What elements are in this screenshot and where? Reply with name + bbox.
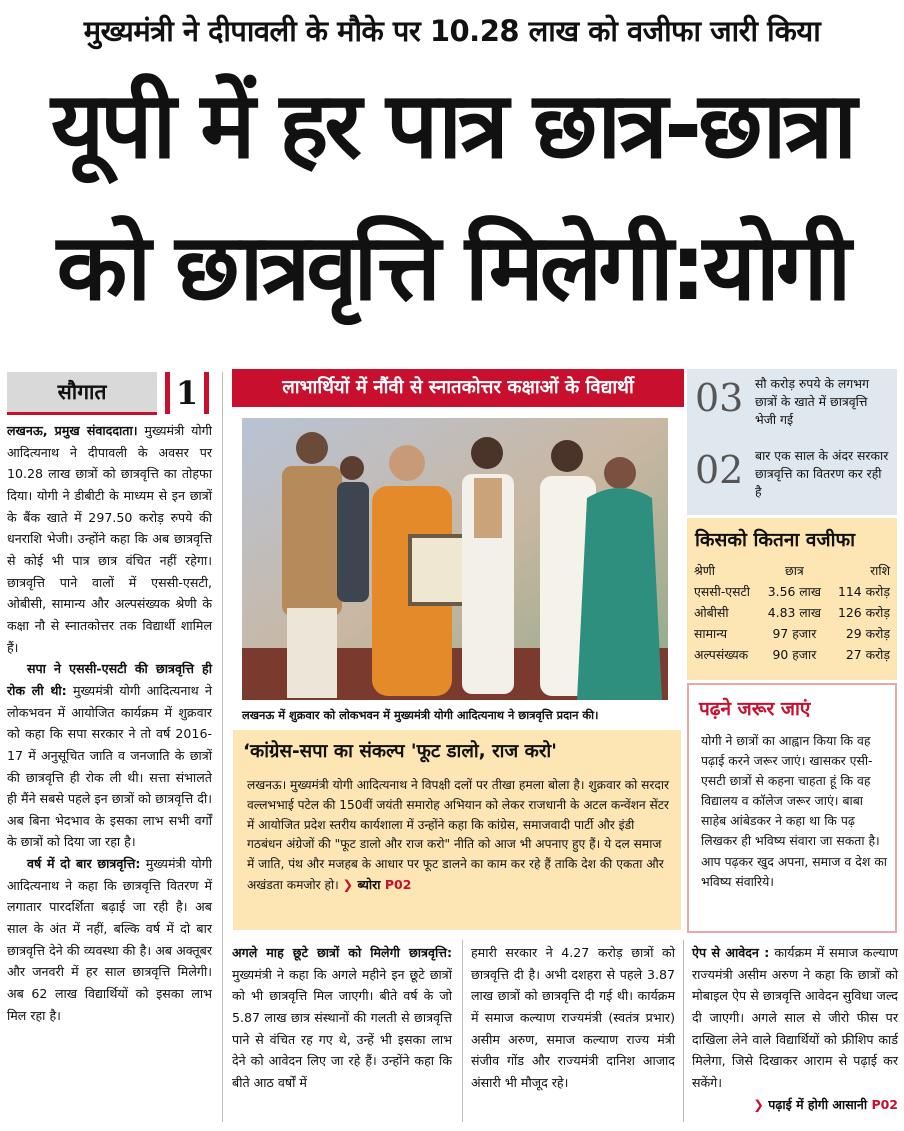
left-subhead-2: वर्ष में दो बार छात्रवृत्ति:: [27, 856, 141, 872]
chevron-right-icon: ❯: [342, 876, 354, 892]
tag-label: सौगात: [7, 372, 157, 415]
table-row: [694, 623, 890, 644]
stat-text-2: बार एक साल के अंदर सरकार छात्रवृत्ति का वितरण कर रही है: [755, 448, 889, 499]
left-subhead-1: सपा ने एससी-एसटी की छात्रवृत्ति ही रोक ली थी:: [7, 661, 212, 698]
chevron-right-icon: ❯: [753, 1096, 764, 1112]
row-category: सामान्य: [694, 626, 728, 641]
bottom-more-link[interactable]: [692, 1094, 898, 1116]
header-amount: राशि: [870, 563, 890, 578]
header-category: श्रेणी: [694, 563, 715, 578]
bottom-text-1: मुख्यमंत्री ने कहा कि अगले महीने इन छूटे छात्रों को भी छात्रवृत्ति मिल जाएगी। बीते वर्ष के जो 5.87 लाख छात्र संस्थानों की गलती से छात्रवृत्ति पाने से वंचित रह गए थे, उन्हें भी इसका लाभ देने को आवेदन लिए जा रहे हैं। उन्होंने कहा कि बीते आठ वर्षों में: [232, 966, 452, 1090]
row-amount: 114 करोड़: [837, 584, 890, 599]
row-category: अल्पसंख्यक: [694, 647, 749, 662]
kicker-headline: मुख्यमंत्री ने दीपावली के मौके पर 10.28 लाख को वजीफा जारी किया: [83, 14, 821, 48]
stat-number-1: 03: [695, 376, 744, 420]
quote-more-link[interactable]: [343, 877, 412, 892]
stats-box: [687, 369, 897, 515]
tag-number: 1: [165, 372, 209, 414]
bottom-text-3: कार्यक्रम में समाज कल्याण राज्यमंत्री असीम अरुण ने कहा कि छात्रों को मोबाइल ऐप से छात्रवृत्ति आवेदन सुविधा जल्द दी जाएगी। अगले साल से जीरो फीस पर दाखिला लेने वाले विद्यार्थियों को फ्रीशिप कार्ड मिलेगा, जिसे दिखाकर आराम से पढ़ाई कर सकेंगे।: [692, 945, 899, 1090]
dateline: लखनऊ, प्रमुख संवाददाता।: [7, 423, 138, 438]
row-students: 3.56 लाख: [767, 584, 822, 599]
row-category: एससी-एसटी: [694, 584, 750, 599]
row-category: ओबीसी: [694, 605, 729, 620]
column-divider: [222, 372, 223, 1122]
column-divider: [462, 940, 463, 1122]
bottom-subhead-3: ऐप से आवेदन :: [692, 945, 770, 960]
study-appeal-text: योगी ने छात्रों का आह्वान किया कि वह पढ़ाई करने जरूर जाएं। खासकर एसी-एसटी छात्रों से कहना चाहता हूं कि वह विद्यालय व कॉलेज जरूर जाएं। बाबा साहेब आंबेडकर ने कहा था कि पढ़ लिखकर ही भविष्य संवारा जा सकता है। आप पढ़कर खुद अपना, समाज व देश का भविष्य संवारिये।: [701, 733, 887, 889]
stat-number-2: 02: [695, 448, 744, 492]
left-para-2: मुख्यमंत्री योगी आदित्यनाथ ने लोकभवन में आयोजित कार्यक्रम में शुक्रवार को कहा कि सपा सरकार ने तो वर्ष 2016-17 में अनुसूचित जाति व जनजाति के छात्रों की छात्रवृत्ति ही रोक ली थी। सत्ता संभालते ही मैंने सबसे पहले इन छात्रों को छात्रवृत्ति दी। अब बिना भेदभाव के इसका लाभ सभी वर्गों के छात्रों को दिया जा रहा है।: [7, 682, 212, 850]
row-amount: 29 करोड़: [845, 626, 890, 641]
row-students: 97 हजार: [772, 626, 817, 641]
photo-caption: लखनऊ में शुक्रवार को लोकभवन में मुख्यमंत्री योगी आदित्यनाथ ने छात्रवृत्ति प्रदान की।: [242, 708, 599, 722]
bottom-subhead-1: अगले माह छूटे छात्रों को मिलेगी छात्रवृत्ति:: [232, 945, 452, 960]
row-students: 90 हजार: [772, 647, 817, 662]
table-row: [694, 602, 890, 623]
more-label: ब्योरा: [357, 876, 381, 892]
column-divider: [683, 940, 684, 1122]
bottom-more-label: पढ़ाई में होगी आसानी: [768, 1096, 868, 1112]
scholarship-table: [694, 560, 890, 665]
bottom-text-2: हमारी सरकार ने 4.27 करोड़ छात्रों को छात्रवृत्ति दी है। अभी दशहरा से पहले 3.87 लाख छात्रों को छात्रवृत्ति दी गई थी। कार्यक्रम में समाज कल्याण राज्यमंत्री (स्वतंत्र प्रभार) असीम अरुण, समाज कल्याण राज्य मंत्री संजीव गोंड और राज्यमंत्री दानिश आजाद अंसारी भी मौजूद रहे।: [471, 945, 675, 1090]
scholarship-table-title: किसको कितना वजीफा: [695, 529, 856, 551]
event-photo: [242, 418, 668, 700]
bottom-column-4: [692, 942, 898, 1115]
table-header-row: [694, 560, 890, 581]
left-para-1: मुख्यमंत्री योगी आदित्यनाथ ने दीपावली के अवसर पर 10.28 लाख छात्रों को छात्रवृत्ति का तोहफा दिया। योगी ने डीबीटी के माध्यम से इन छात्रों के बैंक खाते में 297.50 करोड़ रुपये की धनराशि भेजी। उन्होंने कहा कि अब छात्रवृत्ति से कोई भी पात्र छात्र वंचित नहीं रहेगा। छात्रवृत्ति पाने वालों में एससी-एसटी, ओबीसी, सामान्य और अल्पसंख्यक श्रेणी के कक्षा नौ से स्नातकोत्तर तक विद्यार्थी शामिल हैं।: [7, 423, 212, 655]
left-column-text: [7, 420, 212, 1026]
header-students: छात्र: [785, 563, 804, 578]
quote-text: [247, 776, 672, 896]
scholarship-table-box: [687, 518, 897, 680]
section-tag: [7, 372, 210, 414]
row-students: 4.83 लाख: [767, 605, 822, 620]
quote-box: [233, 730, 681, 930]
photo-illustration: [242, 418, 668, 700]
bottom-column-3: [471, 942, 675, 1094]
photo-banner: लाभार्थियों में नौंवी से स्नातकोत्तर कक्षाओं के विद्यार्थी: [232, 369, 684, 407]
left-para-3: मुख्यमंत्री योगी आदित्यनाथ ने कहा कि छात्रवृत्ति वितरण में लगातार पारदर्शिता बढ़ाई जा रही है। अब साल के अंत में नहीं, बल्कि वर्ष में दो बार छात्रवृत्ति देने की व्यवस्था की है। अब अक्तूबर और जनवरी में हर साल छात्रवृत्ति मिलेगी। अब 62 लाख विद्यार्थियों को इसका लाभ मिल रहा है।: [7, 856, 212, 1023]
study-appeal-box: [687, 683, 897, 933]
stat-text-1: सौ करोड़ रुपये के लगभग छात्रों के खाते में छात्रवृत्ति भेजी गई: [755, 376, 869, 427]
bottom-more-page: P02: [871, 1096, 898, 1112]
row-amount: 126 करोड़: [837, 605, 890, 620]
table-row: [694, 644, 890, 665]
row-amount: 27 करोड़: [845, 647, 890, 662]
quote-heading: ‘कांग्रेस-सपा का संकल्प 'फूट डालो, राज करो': [243, 741, 557, 762]
study-appeal-title: पढ़ने जरूर जाएं: [699, 698, 811, 720]
quote-body: लखनऊ। मुख्यमंत्री योगी आदित्यनाथ ने विपक्षी दलों पर तीखा हमला बोला है। शुक्रवार को सरदार वल्लभभाई पटेल की 150वीं जयंती समारोह अभियान को लेकर राजधानी के अटल कन्वेंशन सेंटर में आयोजित प्रदेश स्तरीय कार्यशाला में उन्होंने कहा कि कांग्रेस, समाजवादी पार्टी और इंडी गठबंधन अंग्रेजों की "फूट डालो और राज करो" नीति को आज भी अपनाए हुए हैं। ये दल समाज में जाति, पंथ और मजहब के आधार पर फूट डालने का काम कर रहे हैं ताकि देश की एकता और अखंडता कमजोर हो।: [247, 778, 669, 892]
main-headline-line1: यूपी में हर पात्र छात्र-छात्रा: [50, 72, 854, 179]
main-headline-line2: को छात्रवृत्ति मिलेगी:योगी: [56, 214, 848, 321]
more-page: P02: [384, 876, 412, 892]
bottom-column-2: [232, 942, 452, 1094]
table-row: [694, 581, 890, 602]
